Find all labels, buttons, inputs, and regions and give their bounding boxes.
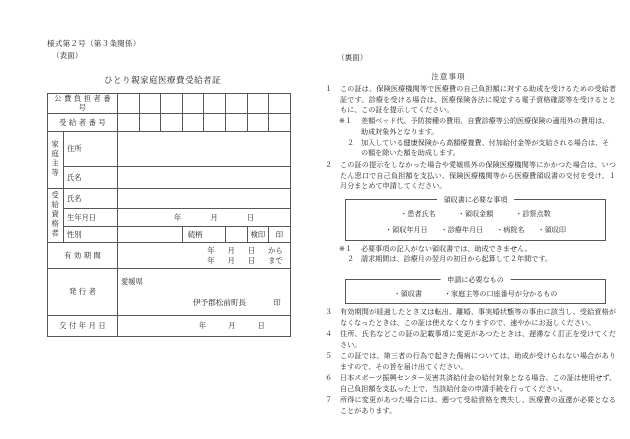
valid-period-label: 有 効 期 間 (48, 243, 118, 269)
note-item (323, 160, 616, 192)
grant-date-label: 交 付 年 月 日 (48, 316, 118, 337)
receipt-field: ・患者氏名 (400, 209, 436, 219)
public-payer-label: 公 費 負 担 者 番 号 (48, 93, 118, 114)
receipt-field: ・領収年月日 (385, 224, 428, 234)
public-payer-digit[interactable] (204, 93, 226, 114)
table-row-household-name (48, 167, 291, 189)
notes-title: 注意事項 (431, 71, 466, 81)
grant-date-month: 月 (228, 321, 236, 331)
note-number: ３ (325, 307, 333, 316)
public-payer-digit[interactable] (182, 93, 204, 114)
note-sub-number: ２ (347, 137, 355, 147)
receipt-requirements-box (345, 195, 606, 241)
document-title: ひとり親家庭医療費受給者証 (104, 75, 221, 86)
issuer-seal-mark: 印 (273, 297, 281, 307)
note-number: ２ (325, 159, 333, 169)
birthdate-value[interactable] (118, 209, 291, 227)
application-requirements-box (345, 275, 606, 304)
birthdate-label: 生年月日 (64, 209, 118, 227)
gender-value[interactable] (118, 227, 183, 243)
recipient-number-digit[interactable] (269, 114, 291, 132)
address-value[interactable] (118, 132, 291, 167)
back-side-label: （裏面） (337, 53, 368, 62)
recipient-number-digit[interactable] (204, 114, 226, 132)
public-payer-digit[interactable] (247, 93, 269, 114)
household-name-label: 氏名 (64, 167, 118, 189)
receipt-field: ・診療年月日 (440, 224, 484, 234)
note-item (323, 373, 616, 395)
period-to-day: 日 (247, 255, 256, 265)
receipt-box-caption: 領収書に必要な事項 (437, 195, 515, 206)
note-number: ６ (325, 373, 333, 383)
qualified-name-label: 氏名 (64, 189, 118, 209)
front-side-label: （表面） (52, 50, 83, 60)
seal-label: 印 (269, 227, 291, 243)
note-sub-item (339, 138, 616, 160)
certificate-table (47, 93, 291, 338)
note-text: この証の提示をしなかった場合や愛媛県外の保険医療機関等にかかつた場合は、いつたん窓口で自己負担額を支払い、保険医療機関等から医療費領収書の交付を受け、１月分まとめて申請してください。 (340, 159, 616, 191)
table-row-valid-period (48, 243, 291, 269)
form-number: 様式第２号（第３条関係） (47, 39, 141, 48)
note-item (323, 84, 616, 116)
public-payer-digit[interactable] (139, 93, 161, 114)
note-item (323, 395, 616, 417)
issuer-name: 伊予郡松前町長 (193, 297, 247, 307)
public-payer-digit[interactable] (118, 93, 140, 114)
note-number: ７ (325, 395, 333, 405)
table-row-birthdate (48, 209, 291, 227)
issuer-prefecture: 愛媛県 (121, 276, 143, 286)
note-text: 所得に変更があつた場合には、遡つて受給資格を喪失し、医療費の返還が必要となることがあります。 (340, 395, 616, 416)
note-sub-text: 加入している健康保険から高額療養費、付加給付金等が支給される場合は、その額を除いた額を助成します。 (361, 137, 610, 158)
relation-value[interactable] (225, 227, 247, 243)
note-item (323, 329, 616, 351)
note-sub-item (339, 116, 616, 138)
period-from-day: 日 (247, 245, 256, 255)
note-item (323, 307, 616, 329)
application-box-row-1 (346, 289, 605, 300)
receipt-note-number: ２ (347, 254, 355, 264)
issuer-value (118, 269, 291, 316)
receipt-box-row-2 (346, 225, 605, 236)
receipt-field: ・領収印 (537, 224, 566, 234)
grant-date-value[interactable] (118, 316, 291, 337)
note-item (323, 351, 616, 373)
table-row-household-address (48, 132, 291, 167)
application-field: ・領収書 (393, 289, 422, 299)
receipt-note-item (339, 254, 616, 265)
table-row-qualified-name (48, 189, 291, 209)
public-payer-digit[interactable] (225, 93, 247, 114)
note-text: 日本スポーツ振興センター災害共済給付金の給付対象となる場合、この証は使用せず、自己負担額を支払った上で、当該給付金の申請手続を行ってください。 (340, 373, 616, 393)
note-text: この証は、保険医療機関等で医療費の自己負担額に対する助成を受けるための受給者証です。診療を受ける場合は、医療保険各法に規定する電子資格確認等を受けるとともに、この証を提示してください。 (340, 83, 616, 115)
table-row-gender-relation (48, 227, 291, 243)
public-payer-digit[interactable] (161, 93, 183, 114)
table-row-grant-date (48, 316, 291, 337)
public-payer-digit[interactable] (269, 93, 291, 114)
household-head-label: 家庭主等 (48, 132, 64, 189)
period-to-month: 月 (227, 255, 235, 265)
period-to-year: 年 (207, 255, 215, 265)
period-from-suffix: から (268, 245, 283, 255)
receipt-note-text: 請求期間は、診療月の翌月の初日から起算して２年間です。 (361, 254, 552, 264)
period-to-suffix: まで (268, 255, 283, 265)
valid-period-from-row (121, 246, 287, 256)
recipient-number-digit[interactable] (225, 114, 247, 132)
recipient-number-digit[interactable] (182, 114, 204, 132)
spacer (323, 265, 616, 272)
birthdate-day-unit: 日 (246, 212, 255, 222)
recipient-number-digit[interactable] (139, 114, 161, 132)
receipt-field: ・病院名 (496, 224, 525, 234)
note-sub-number: ※１ (339, 116, 353, 126)
note-sub-text: 差額ベッド代、予防接種の費用、自費診療等公的医療保険の適用外の費用は、助成対象外となります。 (361, 116, 610, 136)
application-box-caption: 申請に必要なもの (440, 275, 511, 286)
receipt-note-text: 必要事項の記入がない領収書では、助成できません。 (361, 243, 532, 253)
table-row-issuer (48, 269, 291, 316)
application-field: ・家庭主等の口座番号が分かるもの (443, 289, 558, 299)
gender-label: 性別 (64, 227, 118, 243)
issuer-name-row (121, 298, 287, 308)
period-from-year: 年 (207, 245, 215, 255)
birthdate-month-unit: 月 (210, 212, 218, 222)
back-side-panel (315, 0, 630, 439)
recipient-number-digit[interactable] (118, 114, 140, 132)
receipt-box-row-1 (346, 209, 605, 220)
qualified-name-value[interactable] (118, 189, 291, 209)
qualified-person-label: 受給資格者 (48, 189, 64, 243)
grant-date-day: 日 (257, 321, 265, 331)
valid-period-value[interactable] (118, 243, 291, 269)
household-name-value[interactable] (118, 167, 291, 189)
note-text: 有効期間が経過したとき又は転出、離婚、事実婚状態等の事由に該当し、受給資格がなくなったときは、この証は使えなくなりますので、速やかにお返しください。 (340, 307, 616, 327)
birthdate-year-unit: 年 (174, 212, 182, 222)
receipt-field: ・領収金額 (457, 209, 494, 219)
relation-label: 続柄 (182, 227, 225, 243)
note-text: この証では、第三者の行為で起きた傷病については、助成が受けられない場合がありますので、その旨を届け出てください。 (340, 351, 616, 371)
receipt-note-item (339, 244, 616, 255)
issuer-label: 発 行 者 (48, 269, 118, 316)
table-row-public-payer (48, 93, 291, 114)
verify-seal-label: 検印 (247, 227, 269, 243)
recipient-number-digit[interactable] (247, 114, 269, 132)
receipt-note-number: ※１ (339, 243, 353, 253)
note-text: 住所、氏名などこの証の記載事項に変更があつたときは、遅滞なく訂正を受けてください。 (340, 329, 616, 349)
period-from-month: 月 (227, 245, 235, 255)
recipient-number-digit[interactable] (161, 114, 183, 132)
note-number: ４ (325, 329, 333, 339)
valid-period-to-row (121, 256, 287, 266)
recipient-number-label: 受 給 者 番 号 (48, 114, 118, 132)
grant-date-year: 年 (198, 321, 207, 331)
address-label: 住所 (64, 132, 118, 167)
receipt-field: ・診察点数 (515, 209, 551, 219)
note-number: １ (325, 83, 333, 93)
table-row-recipient-number (48, 114, 291, 132)
note-number: ５ (325, 351, 333, 361)
